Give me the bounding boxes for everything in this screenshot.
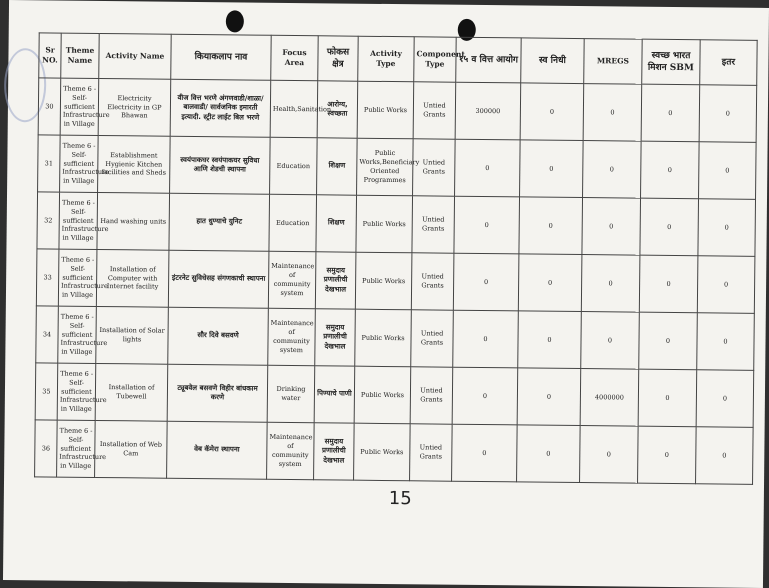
cell-activity-mr: स्वयंपाकघर स्वयंपाकघर सुविधा आणि शेडची स्थापना [170,136,271,194]
header-focus-area-mr: फोकस क्षेत्र [318,36,358,81]
cell-15fc: 0 [452,367,518,425]
cell-mregs: 0 [580,426,639,484]
cell-component: Untied Grants [411,253,454,310]
cell-focus-mr: शिक्षण [316,195,357,252]
document-page [3,0,769,588]
cell-other: 0 [697,313,755,371]
cell-own-fund: 0 [520,83,584,141]
cell-activity-type: Public Works [357,81,414,139]
cell-focus-mr: समुदाय प्रणालीची देखभाल [315,309,356,366]
cell-activity-type: Public Works [355,309,412,367]
cell-own-fund: 0 [518,311,582,369]
cell-15fc: 0 [455,139,521,197]
cell-sr: 33 [36,249,59,306]
cell-15fc: 0 [452,424,518,482]
cell-other: 0 [699,85,757,143]
cell-sbm: 0 [641,84,700,142]
header-component-type: Component Type [414,37,456,82]
cell-activity-mr: वेब कॅमेरा स्थापना [167,421,268,479]
cell-mregs: 0 [582,198,641,256]
cell-theme: Theme 6 - Self-sufficient Infrastructure in Village [60,78,99,135]
header-activity-name: Activity Name [99,33,171,79]
cell-focus: Education [269,194,317,251]
cell-mregs: 0 [581,255,640,313]
cell-focus-mr: समुदाय प्रणालीची देखभाल [315,252,356,309]
cell-sr: 32 [37,192,60,249]
cell-own-fund: 0 [517,425,581,483]
cell-sbm: 0 [638,426,697,484]
cell-activity-type: Public Works,Beneficiary Oriented Programmes [357,138,414,196]
cell-activity-mr: ट्यूबवेल बसवणे विहीर बांधकाम करणे [167,364,268,422]
cell-focus-mr: शिक्षण [317,138,358,195]
cell-component: Untied Grants [412,196,455,253]
cell-15fc: 0 [454,196,520,254]
header-theme-name: Theme Name [61,33,99,78]
table-header-row [39,33,757,86]
cell-own-fund: 0 [518,254,582,312]
cell-sr: 30 [38,78,61,135]
cell-other: 0 [698,199,756,257]
cell-theme: Theme 6 - Self-sufficient Infrastructure in Village [57,363,96,420]
cell-sr: 36 [35,420,58,477]
cell-component: Untied Grants [410,424,453,481]
table-row [36,306,755,371]
cell-sbm: 0 [640,198,699,256]
header-mregs: MREGS [584,39,642,85]
activity-table [34,32,758,485]
cell-activity-type: Public Works [355,252,412,310]
cell-activity-mr: सौर दिवे बसवणे [168,307,269,365]
cell-focus-mr: समुदाय प्रणालीची देखभाल [314,423,355,480]
page-number: 15 [388,488,412,510]
cell-focus: Maintenance of community system [268,251,316,308]
header-focus-area: Focus Area [271,35,318,80]
cell-own-fund: 0 [520,140,584,198]
cell-focus: Maintenance of community system [268,308,316,365]
cell-theme: Theme 6 - Self-sufficient Infrastructure in Village [60,135,99,192]
cell-focus: Education [270,137,318,194]
cell-sr: 31 [38,135,61,192]
cell-sr: 34 [36,306,59,363]
header-sr-no: Sr NO. [39,33,61,78]
table-row [37,192,756,257]
cell-activity: Electricity Electricity in GP Bhawan [98,78,171,136]
cell-focus-mr: पिण्याचे पाणी [314,366,355,423]
cell-theme: Theme 6 - Self-sufficient Infrastructure in Village [57,420,96,477]
cell-activity: Installation of Tubewell [95,363,168,421]
cell-15fc: 0 [453,253,519,311]
cell-other: 0 [696,370,754,428]
cell-component: Untied Grants [413,82,456,139]
cell-mregs: 0 [583,84,642,142]
cell-activity-type: Public Works [354,366,411,424]
cell-component: Untied Grants [411,310,454,367]
punch-hole [226,10,244,32]
cell-focus: Drinking water [267,365,315,422]
cell-sbm: 0 [638,369,697,427]
header-other: इतर [700,40,757,86]
cell-focus: Health,Sanitation [270,80,318,137]
cell-activity: Hand washing units [97,192,170,250]
header-activity-type: Activity Type [358,36,414,82]
cell-15fc: 0 [453,310,519,368]
header-own-fund: स्व निधी [521,38,584,84]
cell-sbm: 0 [639,255,698,313]
cell-activity: Installation of Computer with Internet facility [96,249,169,307]
cell-mregs: 0 [581,312,640,370]
cell-theme: Theme 6 - Self-sufficient Infrastructure in Village [58,249,97,306]
table-row [35,363,754,428]
cell-mregs: 0 [583,141,642,199]
cell-activity-mr: इंटरनेट सुविधेसह संगणकाची स्थापना [168,250,269,308]
cell-activity-type: Public Works [356,195,413,253]
cell-mregs: 4000000 [580,369,639,427]
cell-activity-mr: हात धुण्याचे युनिट [169,193,270,251]
cell-component: Untied Grants [413,139,456,196]
cell-15fc: 300000 [455,82,521,140]
table-row [38,78,757,143]
cell-theme: Theme 6 - Self-sufficient Infrastructure in Village [58,306,97,363]
cell-focus: Maintenance of community system [267,422,315,479]
table-row [35,420,754,485]
cell-other: 0 [696,427,754,485]
cell-own-fund: 0 [519,197,583,255]
header-activity-name-mr: कियाकलाप नाव [171,34,271,80]
cell-other: 0 [697,256,755,314]
table-row [38,135,757,200]
header-sbm: स्वच्छ भारत मिशन SBM [642,39,700,85]
header-15th-finance-commission: १५ व वित्त आयोग [456,37,521,83]
table-row [36,249,755,314]
cell-sr: 35 [35,363,58,420]
cell-activity-mr: वीज वित्त भरणे अंगणवाडी/शाळा/ बालवाडी/ सार्वजनिक इमारती इत्यादी. स्ट्रीट लाईट बिल भरणे [170,79,271,137]
cell-activity-type: Public Works [354,423,411,481]
cell-activity: Establishment Hygienic Kitchen facilities and Sheds [98,135,171,193]
cell-activity: Installation of Web Cam [95,420,168,478]
cell-other: 0 [699,142,757,200]
cell-component: Untied Grants [410,367,453,424]
cell-sbm: 0 [639,312,698,370]
cell-sbm: 0 [641,141,700,199]
cell-activity: Installation of Solar lights [96,306,169,364]
cell-own-fund: 0 [517,368,581,426]
cell-theme: Theme 6 - Self-sufficient Infrastructure in Village [59,192,98,249]
cell-focus-mr: आरोग्य, स्वच्छता [317,81,358,138]
